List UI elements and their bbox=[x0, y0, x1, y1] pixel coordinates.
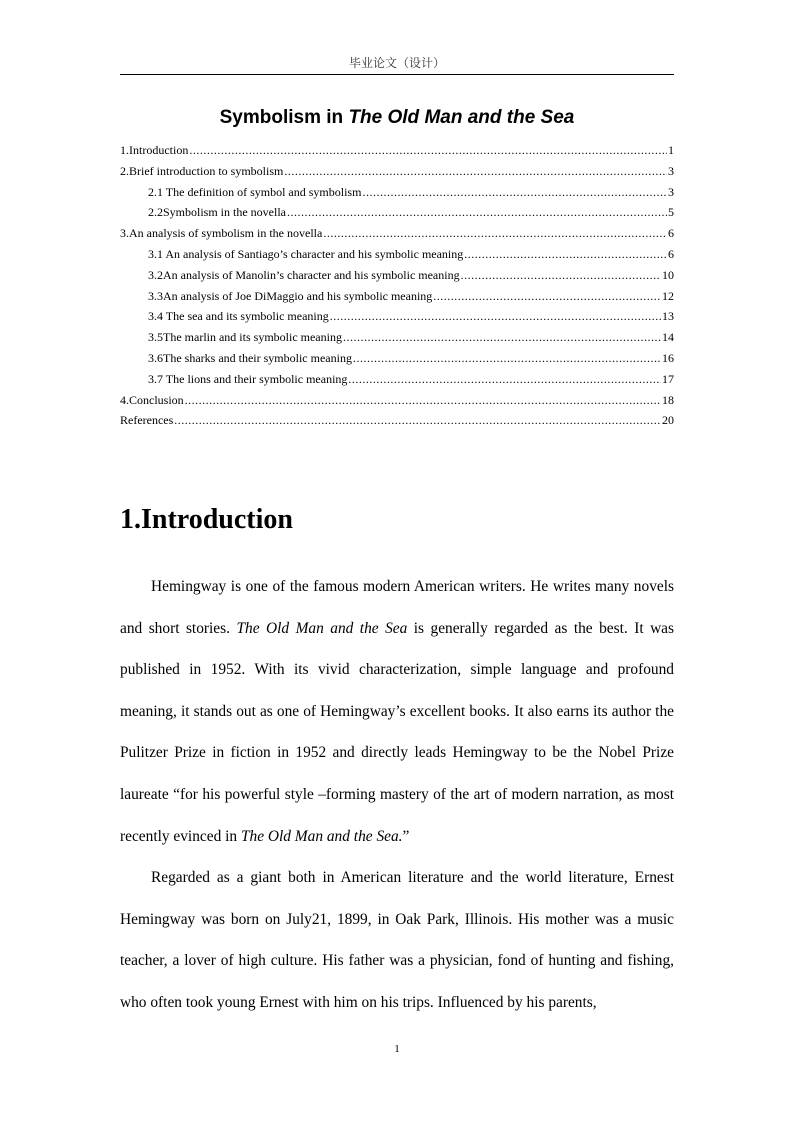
toc-entry-page: 20 bbox=[662, 413, 674, 428]
toc-entry-label: 3.2An analysis of Manolin’s character and his symbolic meaning bbox=[148, 267, 460, 282]
toc-leader bbox=[433, 286, 661, 307]
toc-entry[interactable] bbox=[120, 410, 674, 431]
body-text bbox=[120, 566, 674, 1024]
toc-entry-page: 16 bbox=[662, 350, 674, 365]
toc-leader bbox=[185, 390, 661, 411]
toc-leader bbox=[284, 161, 667, 182]
toc-entry-label: 3.1 An analysis of Santiago’s character and his symbolic meaning bbox=[148, 246, 464, 261]
toc-entry-label: 4.Conclusion bbox=[120, 392, 184, 407]
toc-leader bbox=[174, 410, 661, 431]
table-of-contents bbox=[120, 140, 674, 431]
toc-entry-label: References bbox=[120, 413, 174, 428]
paragraph-text: Hemingway is one of the famous modern American writers. He writes many novels and short stories. bbox=[120, 578, 674, 637]
toc-entry-page: 17 bbox=[662, 371, 674, 386]
page-number: 1 bbox=[394, 1043, 400, 1055]
document-title bbox=[120, 106, 674, 130]
toc-leader bbox=[362, 182, 667, 203]
toc-entry-page: 5 bbox=[668, 205, 674, 220]
paragraph-text: ” bbox=[402, 827, 410, 845]
toc-entry-page: 13 bbox=[662, 309, 674, 324]
header-text: 毕业论文（设计） bbox=[348, 56, 445, 70]
toc-leader bbox=[343, 327, 661, 348]
title-italic: The Old Man and the Sea bbox=[348, 107, 575, 128]
toc-entry[interactable] bbox=[120, 140, 674, 161]
toc-entry[interactable] bbox=[120, 327, 674, 348]
paragraph: Regarded as a giant both in American literature and the world literature, Ernest Hemingway was born on July21, 1899, in Oak Park, Illinois. His mother was a music teacher, a lover of high culture. His father was a physician, fond of hunting and fishing, who often took young Ernest with him on his trips. Influenced by his parents, bbox=[120, 869, 674, 1011]
toc-entry-label: 2.Brief introduction to symbolism bbox=[120, 163, 284, 178]
toc-entry[interactable] bbox=[120, 223, 674, 244]
toc-leader bbox=[353, 348, 661, 369]
toc-leader bbox=[287, 202, 667, 223]
toc-entry[interactable] bbox=[120, 161, 674, 182]
toc-entry-label: 2.1 The definition of symbol and symbolism bbox=[148, 184, 362, 199]
paragraph-text: is generally regarded as the best. It was published in 1952. With its vivid characterization, simple language and profound meaning, it stands out as one of Hemingway’s excellent books. It also earns its author the Pulitzer Prize in fiction in 1952 and directly leads Hemingway to be the Nobel Prize laureate “for his powerful style –forming mastery of the art of modern narration, as most recently evinced in bbox=[120, 619, 675, 845]
toc-entry[interactable] bbox=[120, 286, 674, 307]
toc-entry-page: 10 bbox=[662, 267, 674, 282]
toc-entry[interactable] bbox=[120, 348, 674, 369]
toc-leader bbox=[348, 369, 661, 390]
toc-entry-label: 3.5The marlin and its symbolic meaning bbox=[148, 330, 342, 345]
toc-entry-page: 12 bbox=[662, 288, 674, 303]
toc-leader bbox=[330, 306, 661, 327]
toc-entry-label: 1.Introduction bbox=[120, 143, 189, 157]
toc-entry-page: 6 bbox=[668, 246, 674, 261]
toc-leader bbox=[323, 223, 667, 244]
toc-entry[interactable] bbox=[120, 244, 674, 265]
toc-entry-page: 14 bbox=[662, 330, 674, 345]
paragraph bbox=[120, 566, 674, 857]
book-title-italic: The Old Man and the Sea bbox=[236, 619, 408, 637]
page-footer bbox=[120, 1042, 674, 1056]
toc-leader bbox=[189, 140, 667, 161]
book-title-italic: The Old Man and the Sea. bbox=[240, 827, 403, 845]
toc-entry-page: 18 bbox=[662, 392, 674, 407]
toc-entry-page: 6 bbox=[668, 226, 674, 241]
title-prefix: Symbolism in bbox=[219, 107, 349, 128]
toc-entry[interactable] bbox=[120, 390, 674, 411]
toc-entry-page: 1 bbox=[668, 143, 674, 157]
toc-leader bbox=[461, 265, 661, 286]
section-heading: 1.Introduction bbox=[120, 504, 293, 535]
page-header bbox=[120, 55, 674, 75]
toc-entry[interactable] bbox=[120, 202, 674, 223]
toc-entry-label: 3.An analysis of symbolism in the novella bbox=[120, 226, 323, 241]
toc-entry-label: 3.3An analysis of Joe DiMaggio and his symbolic meaning bbox=[148, 288, 433, 303]
toc-entry-label: 3.6The sharks and their symbolic meaning bbox=[148, 350, 352, 365]
toc-entry[interactable] bbox=[120, 182, 674, 203]
toc-entry[interactable] bbox=[120, 369, 674, 390]
toc-entry-label: 3.7 The lions and their symbolic meaning bbox=[148, 371, 348, 386]
toc-entry-page: 3 bbox=[668, 184, 674, 199]
toc-entry-label: 3.4 The sea and its symbolic meaning bbox=[148, 309, 329, 324]
toc-entry-label: 2.2Symbolism in the novella bbox=[148, 205, 286, 220]
toc-entry[interactable] bbox=[120, 265, 674, 286]
toc-leader bbox=[464, 244, 667, 265]
toc-entry-page: 3 bbox=[668, 163, 674, 178]
toc-entry[interactable] bbox=[120, 306, 674, 327]
